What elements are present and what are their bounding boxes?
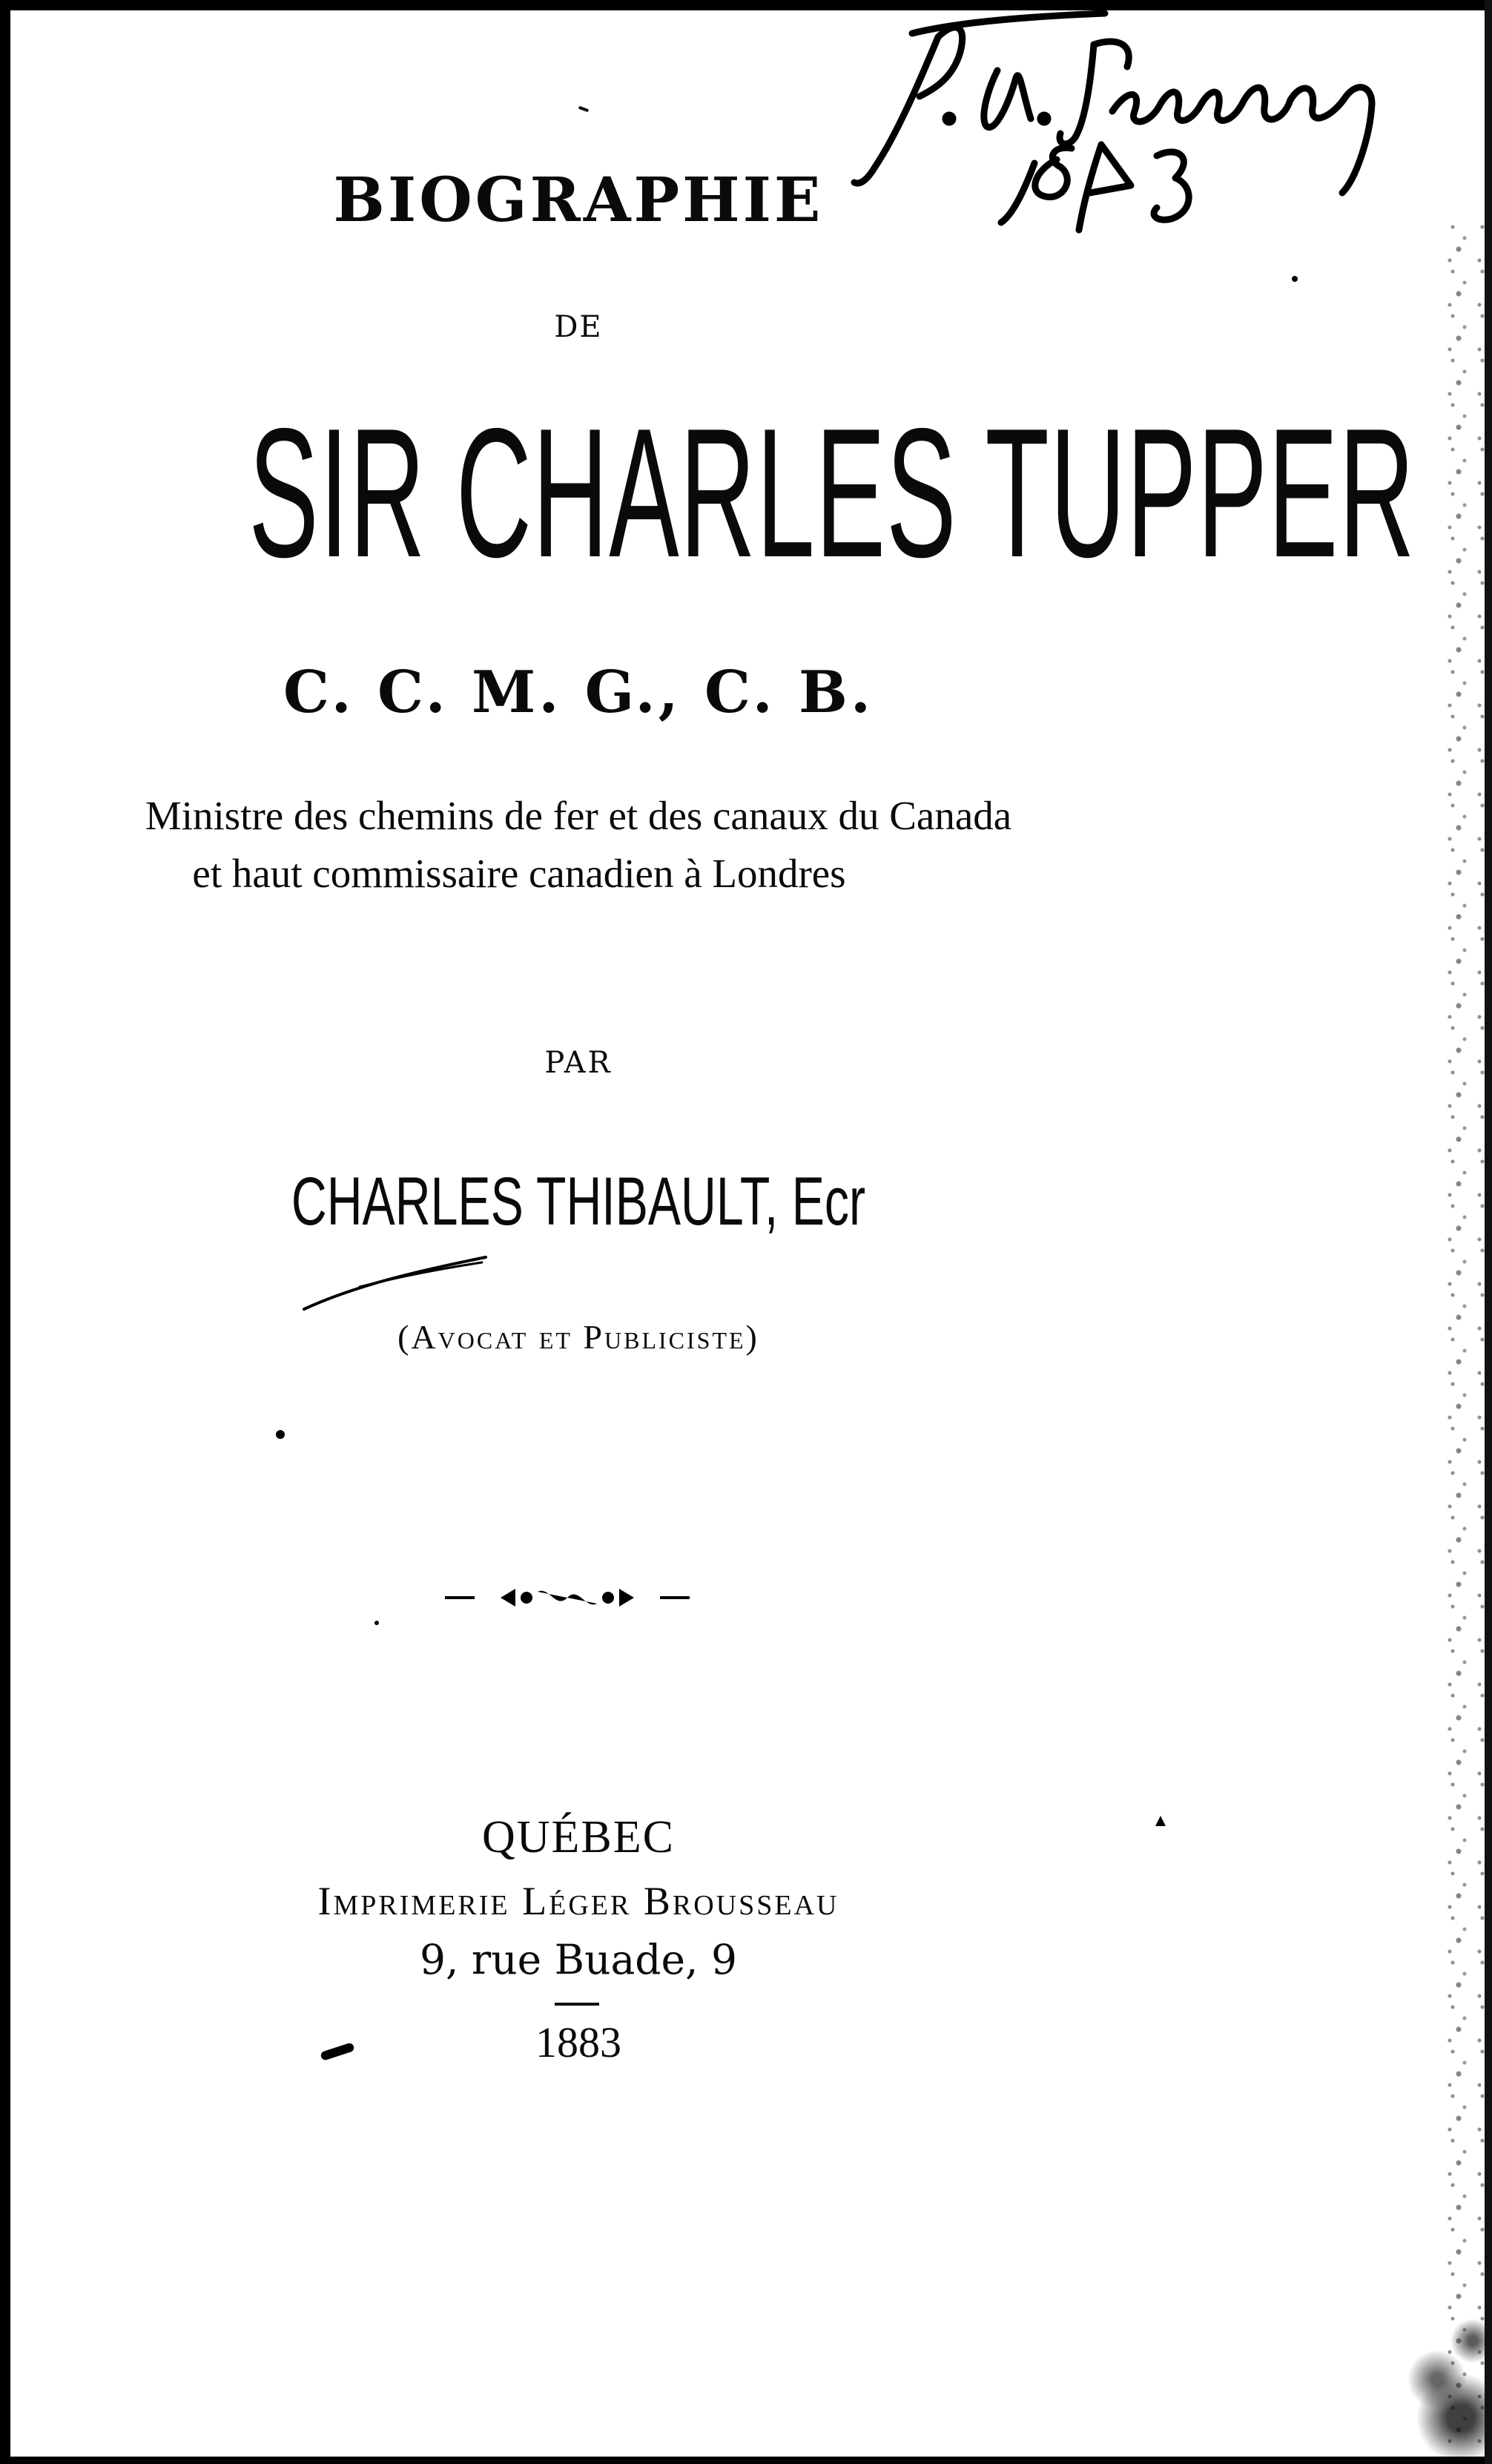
ink-spot	[276, 1430, 285, 1439]
ink-dot-small	[1292, 276, 1298, 282]
imprint-printer: Imprimerie Léger Brousseau	[317, 1879, 839, 1923]
title-biographie: BIOGRAPHIE	[333, 165, 824, 236]
imprint-address: 9, rue Buade, 9	[419, 1936, 738, 1983]
description-line-1: Ministre des chemins de fer et des canaux du Canada	[145, 793, 1012, 838]
scan-border-right	[1485, 0, 1492, 2464]
imprint-city: QUÉBEC	[482, 1812, 675, 1862]
scan-border-left	[0, 0, 10, 2464]
description-line-2: et haut commissaire canadien à Londres	[192, 851, 846, 896]
pen-stroke-mark	[293, 1246, 501, 1320]
paper-corner-wear	[1366, 2264, 1485, 2457]
honours: C. C. M. G., C. B.	[283, 659, 874, 726]
imprint-year: 1883	[535, 2018, 621, 2066]
handwritten-signature	[808, 7, 1416, 289]
subject-name: SIR CHARLES TUPPER	[248, 389, 1416, 596]
ink-dot-small-3	[578, 106, 590, 113]
author-profession: (Avocat et Publiciste)	[397, 1318, 759, 1356]
title-preposition: DE	[554, 310, 603, 344]
ink-dot-small-2	[374, 1621, 379, 1625]
paper-edge-speckles	[1444, 223, 1485, 2448]
fleuron-ornament-icon	[445, 1583, 690, 1613]
author-name: CHARLES THIBAULT, Ecr	[291, 1164, 866, 1239]
by-label: PAR	[544, 1046, 613, 1080]
imprint-rule	[555, 2003, 599, 2006]
scan-border-bottom	[0, 2457, 1492, 2464]
ink-caret	[1155, 1816, 1166, 1826]
